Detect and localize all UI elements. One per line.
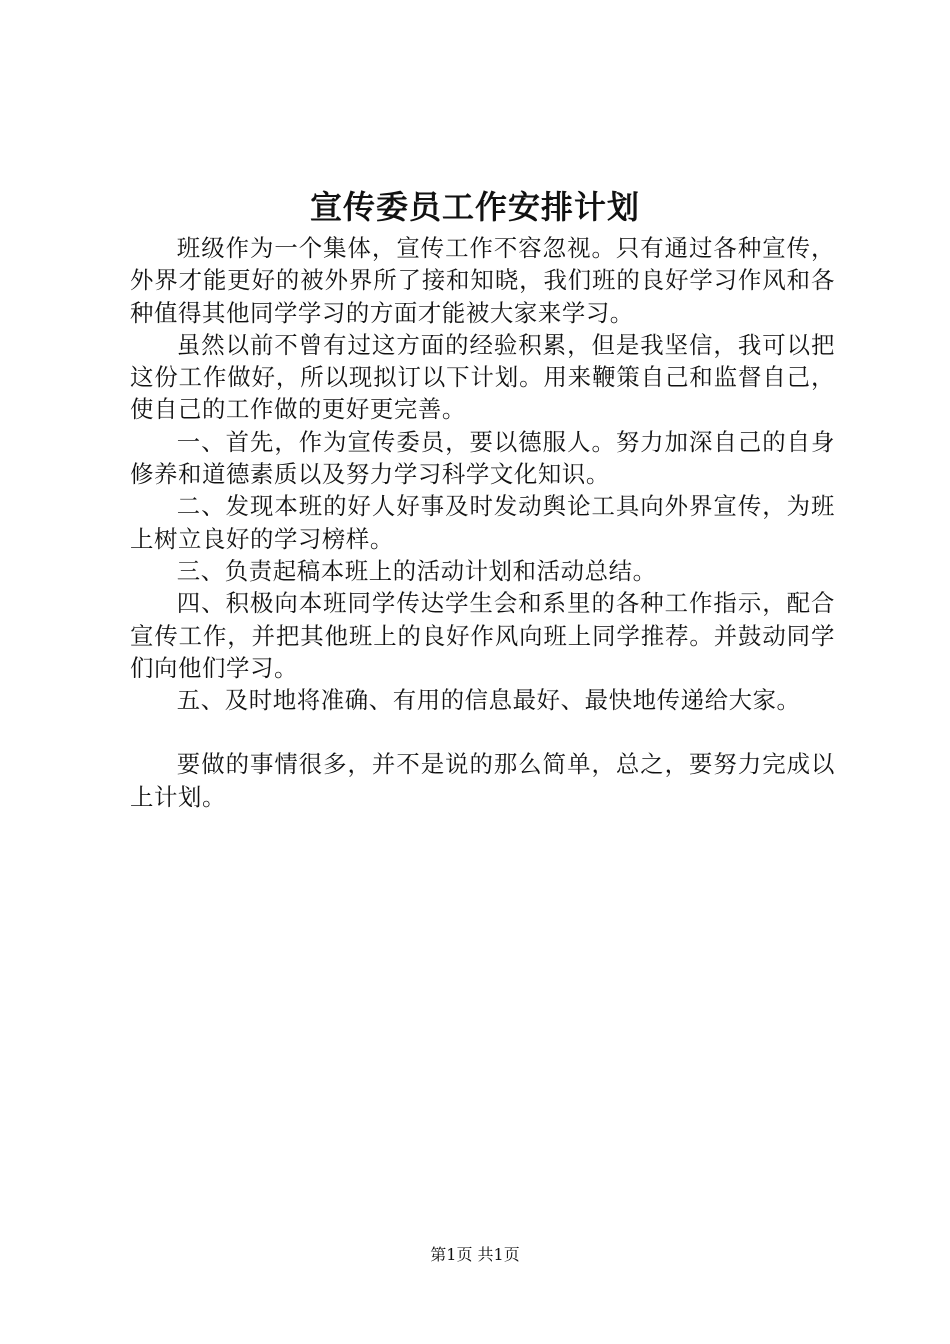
paragraph-commitment: 虽然以前不曾有过这方面的经验积累，但是我坚信，我可以把这份工作做好，所以现拟订以下计划。用来鞭策自己和监督自己，使自己的工作做的更好更完善。 bbox=[130, 330, 835, 424]
document-title: 宣传委员工作安排计划 bbox=[309, 188, 640, 226]
paragraph-item-1: 一、首先，作为宣传委员，要以德服人。努力加深自己的自身修养和道德素质以及努力学习科学文化知识。 bbox=[130, 427, 835, 489]
paragraph-item-3: 三、负责起稿本班上的活动计划和活动总结。 bbox=[176, 556, 657, 585]
paragraph-intro: 班级作为一个集体，宣传工作不容忽视。只有通过各种宣传，外界才能更好的被外界所了接和知晓，我们班的良好学习作风和各种值得其他同学学习的方面才能被大家来学习。 bbox=[130, 234, 835, 327]
paragraph-item-5: 五、及时地将准确、有用的信息最好、最快地传递给大家。 bbox=[176, 686, 801, 715]
paragraph-item-4: 四、积极向本班同学传达学生会和系里的各种工作指示，配合宣传工作，并把其他班上的良好作风向班上同学推荐。并鼓动同学们向他们学习。 bbox=[130, 589, 835, 682]
document-body bbox=[130, 232, 835, 813]
paragraph-conclusion: 要做的事情很多，并不是说的那么简单，总之，要努力完成以上计划。 bbox=[130, 750, 835, 811]
paragraph-item-2: 二、发现本班的好人好事及时发动舆论工具向外界宣传，为班上树立良好的学习榜样。 bbox=[130, 492, 835, 553]
page-footer: 第1页 共1页 bbox=[430, 1245, 520, 1264]
